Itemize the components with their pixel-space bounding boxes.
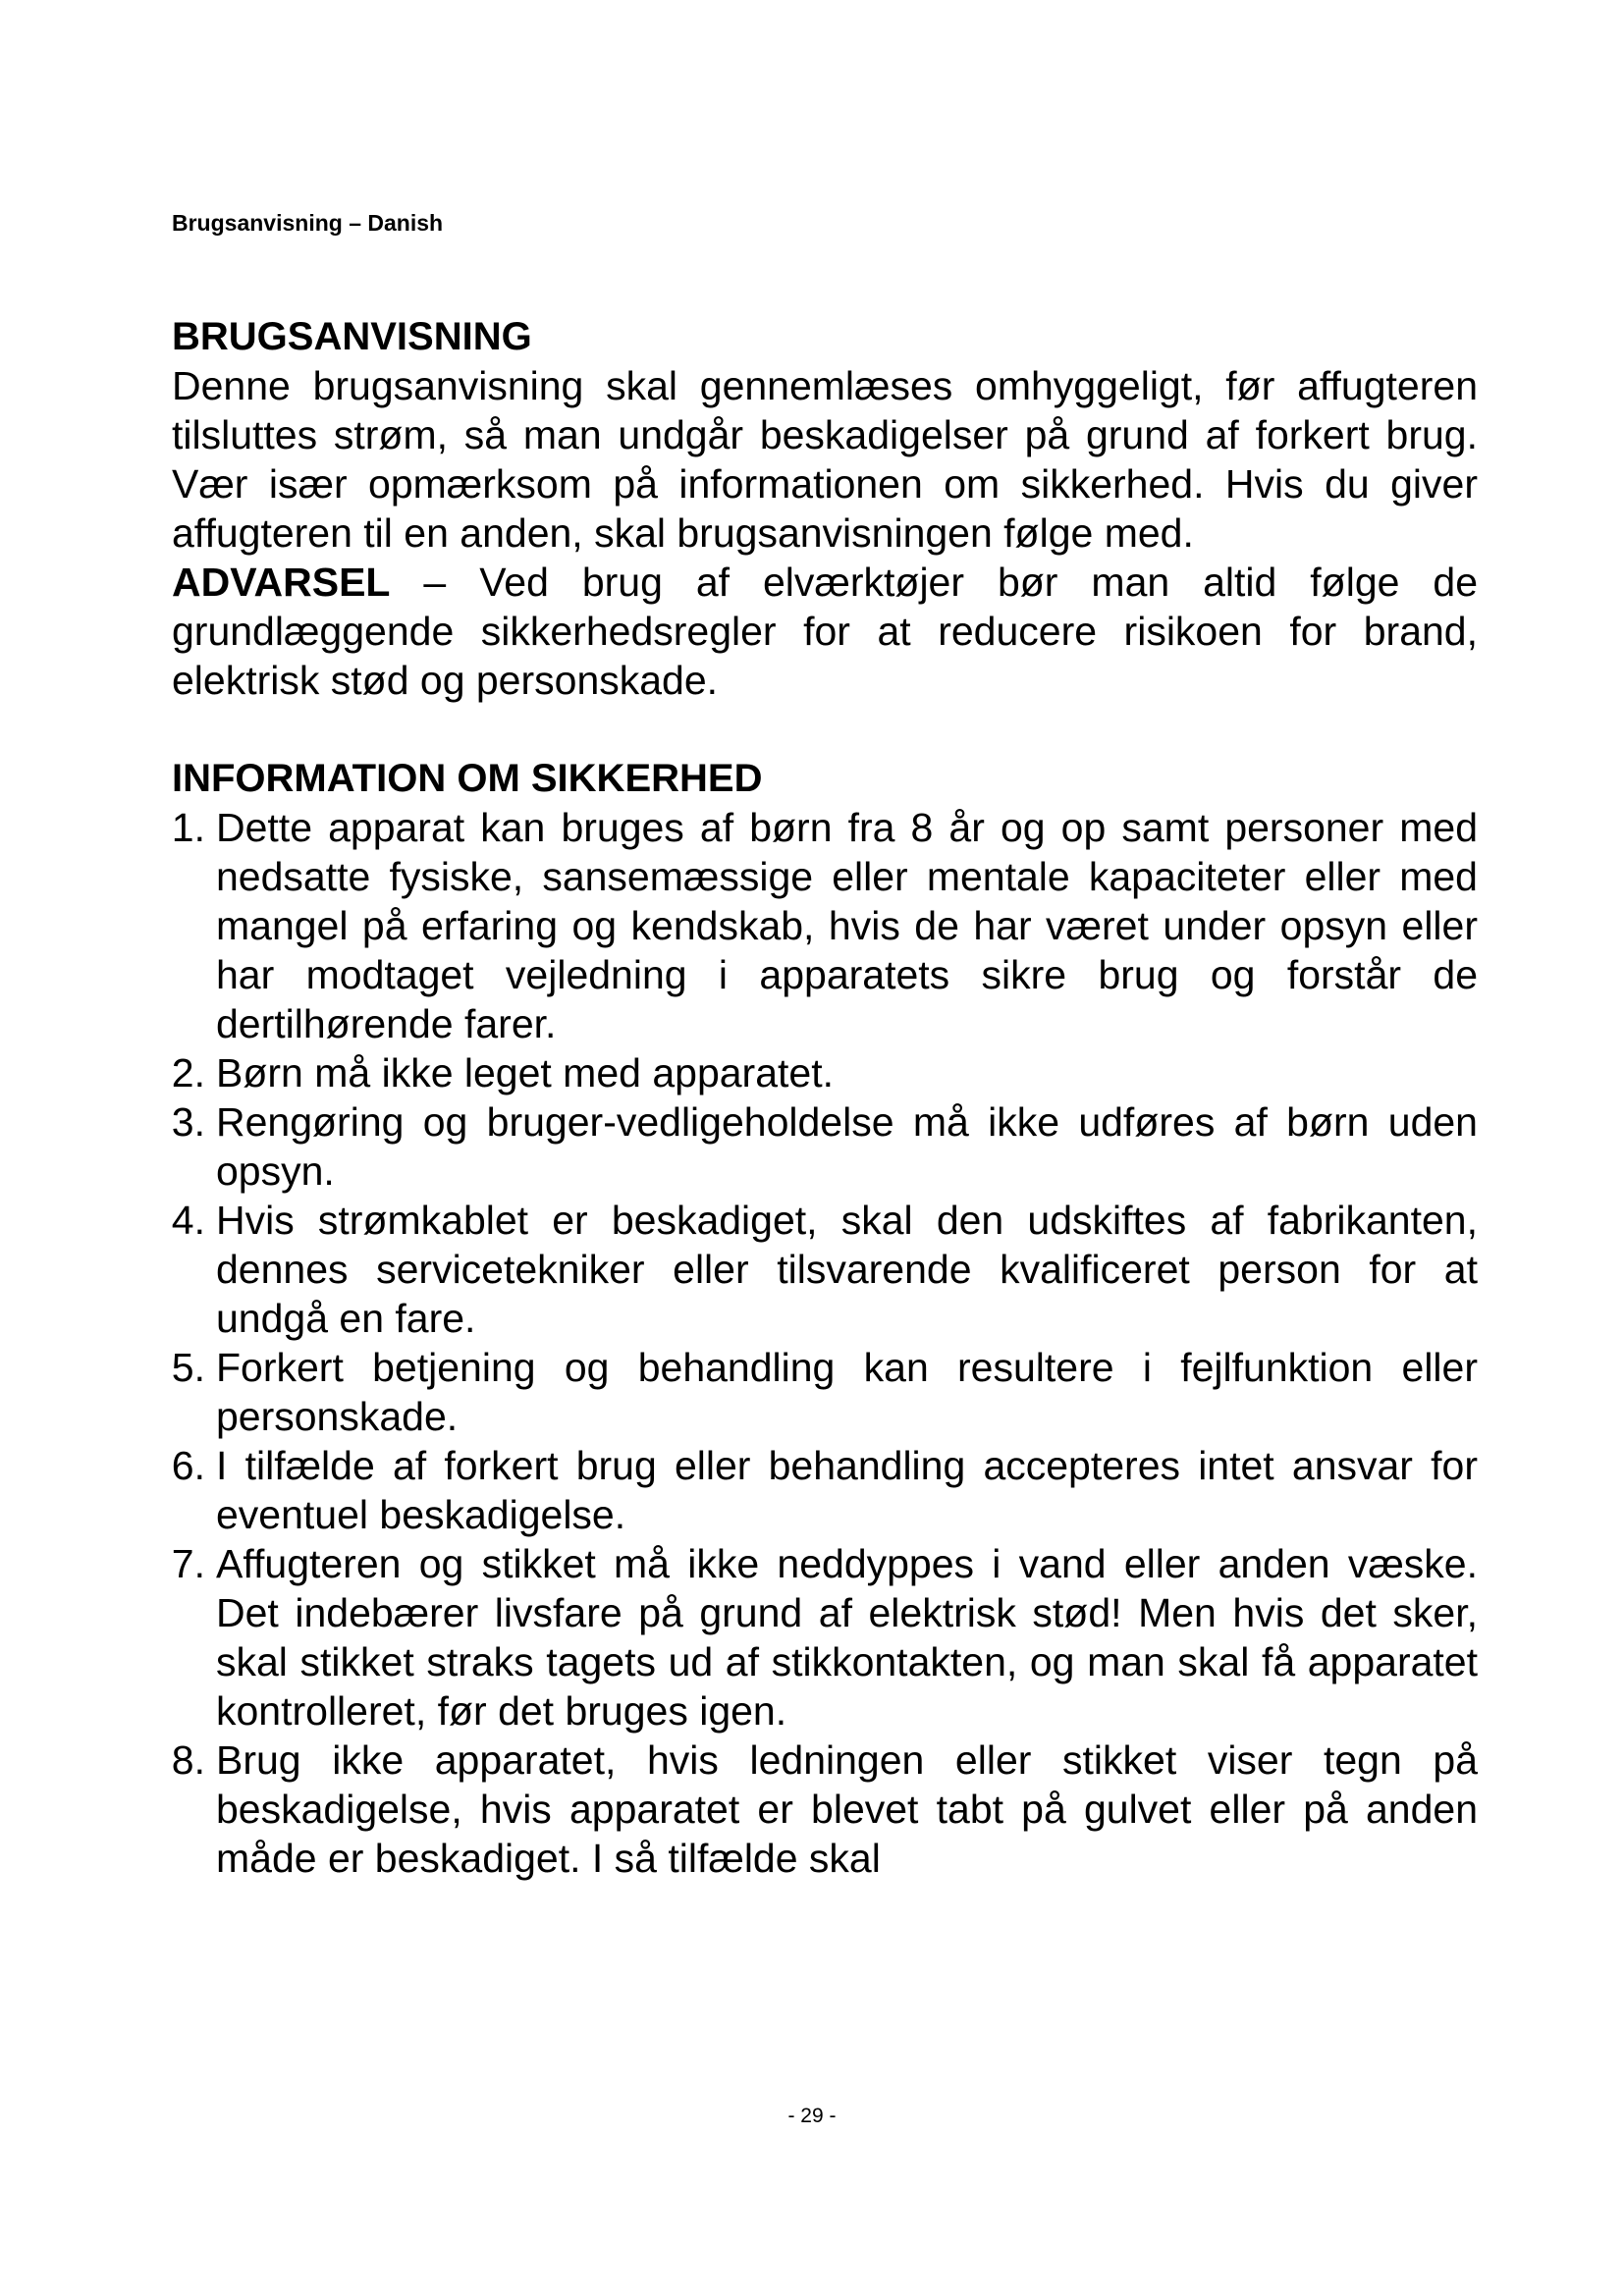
list-item-text: Rengøring og bruger-vedligeholdelse må ikke udføres af børn uden opsyn. xyxy=(216,1099,1478,1194)
warning-text: – Ved brug af elværktøjer bør man altid følge de grundlæggende sikkerhedsregler for at reducere risikoen for brand, elektrisk stød og personskade. xyxy=(172,560,1478,703)
intro-paragraph: Denne brugsanvisning skal gennemlæses omhyggeligt, før affugteren tilsluttes strøm, så man undgår beskadigelser på grund af forkert brug. Vær især opmærksom på informationen om sikkerhed. Hvis du giver affugteren til en anden, skal brugsanvisningen følge med. xyxy=(172,363,1478,556)
list-item-text: Affugteren og stikket må ikke neddyppes i vand eller anden væske. Det indebærer livsfare på grund af elektrisk stød! Men hvis det sker, skal stikket straks tagets ud af stikkontakten, og man skal få apparatet kontrolleret, før det bruges igen. xyxy=(216,1541,1478,1734)
list-item-number: 8. xyxy=(171,1737,205,1783)
section-spacer xyxy=(172,705,1478,754)
list-item-text: Børn må ikke leget med apparatet. xyxy=(216,1050,834,1095)
safety-list xyxy=(172,803,1478,1883)
list-item-number: 1. xyxy=(171,805,205,850)
list-item xyxy=(172,1441,1478,1539)
list-item-number: 6. xyxy=(171,1443,205,1488)
list-item xyxy=(172,1097,1478,1196)
safety-title: INFORMATION OM SIKKERHED xyxy=(172,757,763,800)
list-item-number: 4. xyxy=(171,1198,205,1243)
list-item xyxy=(172,1735,1478,1883)
list-item xyxy=(172,1048,1478,1097)
list-item-number: 3. xyxy=(171,1099,205,1145)
list-item-text: Forkert betjening og behandling kan resultere i fejlfunktion eller personskade. xyxy=(216,1345,1478,1439)
list-item xyxy=(172,1343,1478,1441)
list-item-number: 2. xyxy=(171,1050,205,1095)
list-item-text: Dette apparat kan bruges af børn fra 8 år og op samt personer med nedsatte fysiske, sansemæssige eller mentale kapaciteter eller med mangel på erfaring og kendskab, hvis de har været under opsyn eller har modtaget vejledning i apparatets sikre brug og forstår de dertilhørende farer. xyxy=(216,805,1478,1046)
list-item-text: Brug ikke apparatet, hvis ledningen eller stikket viser tegn på beskadigelse, hvis apparatet er blevet tabt på gulvet eller på anden måde er beskadiget. I så tilfælde skal xyxy=(216,1737,1478,1881)
document-body xyxy=(172,312,1478,1883)
list-item-number: 7. xyxy=(171,1541,205,1586)
warning-lead: ADVARSEL xyxy=(172,560,391,605)
intro-title: BRUGSANVISNING xyxy=(172,315,532,358)
page-number: - 29 - xyxy=(787,2105,837,2127)
header-label: Brugsanvisning – Danish xyxy=(172,210,444,236)
list-item-number: 5. xyxy=(171,1345,205,1390)
list-item-text: Hvis strømkablet er beskadiget, skal den udskiftes af fabrikanten, dennes servicetekniker eller tilsvarende kvalificeret person for at undgå en fare. xyxy=(216,1198,1478,1341)
list-item xyxy=(172,803,1478,1048)
warning-paragraph xyxy=(172,558,1478,705)
list-item xyxy=(172,1539,1478,1735)
list-item xyxy=(172,1196,1478,1343)
list-item-text: I tilfælde af forkert brug eller behandling accepteres intet ansvar for eventuel beskadigelse. xyxy=(216,1443,1478,1537)
